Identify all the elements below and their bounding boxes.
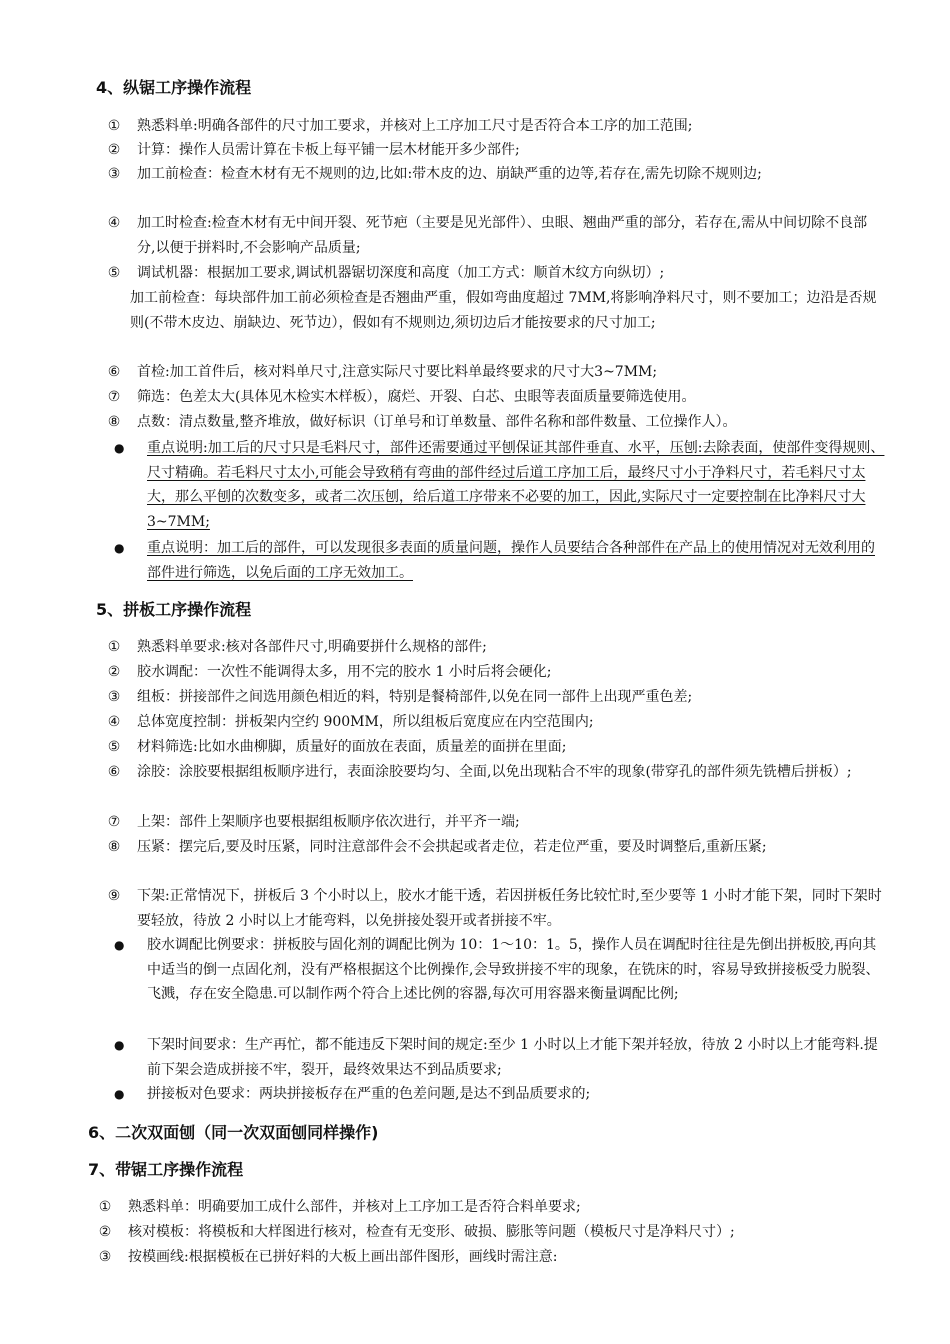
item-text: 按模画线:根据模板在已拼好料的大板上画出部件图形，画线时需注意:: [128, 1249, 558, 1265]
list-item: [104, 685, 884, 710]
section-7-title: 7、带锯工序操作流程: [88, 1160, 244, 1179]
bullet-text: 拼接板对色要求：两块拼接板存在严重的色差问题,是达不到品质要求的;: [147, 1086, 591, 1102]
item-text: 材料筛选:比如水曲柳脚，质量好的面放在表面，质量差的面拼在里面;: [137, 739, 567, 755]
bullet-item: [114, 1033, 886, 1082]
item-text: 调试机器：根据加工要求,调试机器锯切深度和高度（加工方式：顺首木纹方向纵切）;: [137, 265, 665, 281]
item-text: 加工时检查:检查木材有无中间开裂、死节疤（主要是见光部件）、虫眼、翘曲严重的部分，若存在,需从中间切除不良部分,以便于拼料时,不会影响产品质量;: [137, 215, 868, 256]
list-item: [104, 162, 884, 187]
item-number: ①: [107, 118, 121, 134]
list-item: [104, 635, 884, 660]
list-item: [104, 710, 884, 735]
item-text: 涂胶：涂胶要根据组板顺序进行，表面涂胶要均匀、全面,以免出现粘合不牢的现象(带穿孔的部件须先铣槽后拼板）;: [137, 764, 852, 780]
item-number: ③: [98, 1249, 112, 1265]
item-number: ①: [107, 639, 121, 655]
item-text: 点数：清点数量,整齐堆放，做好标识（订单号和订单数量、部件名称和部件数量、工位操作人）。: [137, 414, 737, 430]
list-item: [104, 810, 884, 835]
item-text: 总体宽度控制：拼板架内空约 900MM，所以组板后宽度应在内空范围内;: [137, 714, 594, 730]
item-number: ⑤: [107, 739, 121, 755]
list-item: [95, 1220, 885, 1245]
item-text: 熟悉料单：明确要加工成什么部件，并核对上工序加工是否符合料单要求;: [128, 1199, 581, 1215]
list-item: [104, 735, 884, 760]
item-text: 胶水调配：一次性不能调得太多，用不完的胶水 1 小时后将会硬化;: [137, 664, 552, 680]
item-text: 首检:加工首件后，核对料单尺寸,注意实际尺寸要比料单最终要求的尺寸大3~7MM;: [137, 364, 658, 380]
bullet-text: 下架时间要求：生产再忙，都不能违反下架时间的规定:至少 1 小时以上才能下架并轻放，待放 2 小时以上才能弯料.提前下架会造成拼接不牢，裂开，最终效果达不到品质要求;: [147, 1037, 878, 1078]
item-text: 压紧：摆完后,要及时压紧，同时注意部件会不会拱起或者走位，若走位严重，要及时调整后,重新压紧;: [137, 839, 767, 855]
list-item: [104, 211, 884, 260]
item-text: 熟悉料单:明确各部件的尺寸加工要求，并核对上工序加工尺寸是否符合本工序的加工范围;: [137, 118, 693, 134]
note-paragraph: 加工前检查：每块部件加工前必须检查是否翘曲严重，假如弯曲度超过 7MM,将影响净料尺寸，则不要加工；边沿是否规则(不带木皮边、崩缺边、死节边），假如有不规则边,须切边后才能按要求的尺寸加工;: [130, 290, 877, 331]
bullet-icon: ●: [114, 1087, 125, 1101]
item-number: ③: [107, 689, 121, 705]
list-item: [104, 114, 884, 139]
item-number: ②: [107, 664, 121, 680]
list-item: [95, 1245, 885, 1270]
item-text: 下架:正常情况下，拼板后 3 个小时以上，胶水才能干透，若因拼板任务比较忙时,至少要等 1 小时才能下架，同时下架时要轻放，待放 2 小时以上才能弯料，以免拼接处裂开或者拼接不牢。: [137, 888, 882, 929]
item-text: 加工前检查：检查木材有无不规则的边,比如:带木皮的边、崩缺严重的边等,若存在,需先切除不规则边;: [137, 166, 762, 182]
item-number: ④: [107, 215, 121, 231]
list-item: [104, 261, 884, 286]
item-number: ④: [107, 714, 121, 730]
section-4-title: 4、纵锯工序操作流程: [96, 78, 252, 97]
item-number: ⑥: [107, 764, 121, 780]
item-number: ⑧: [107, 414, 121, 430]
list-item: [104, 760, 884, 785]
item-text: 组板：拼接部件之间选用颜色相近的料，特别是餐椅部件,以免在同一部件上出现严重色差;: [137, 689, 693, 705]
item-number: ②: [107, 142, 121, 158]
list-item: [104, 660, 884, 685]
list-item: [104, 884, 884, 933]
list-item: [104, 138, 884, 163]
item-number: ⑤: [107, 265, 121, 281]
list-item: [104, 360, 884, 385]
item-text: 筛选：色差太大(具体见木检实木样板），腐烂、开裂、白芯、虫眼等表面质量要筛选使用。: [137, 389, 696, 405]
section-6-title: 6、二次双面刨（同一次双面刨同样操作): [88, 1123, 379, 1142]
bullet-icon: ●: [114, 938, 125, 952]
item-number: ①: [98, 1199, 112, 1215]
list-item: [95, 1195, 885, 1220]
bullet-item: [114, 536, 886, 585]
bullet-icon: ●: [114, 441, 125, 455]
bullet-text: 重点说明:加工后的尺寸只是毛料尺寸，部件还需要通过平刨保证其部件垂直、水平，压刨:去除表面，使部件变得规则、尺寸精确。若毛料尺寸太小,可能会导致稍有弯曲的部件经过后道工序加工后，最终尺寸小于净料尺寸，若毛料尺寸太大，那么平刨的次数变多，或者二次压刨，给后道工序带来不必要的加工，因此,实际尺寸一定要控制在比净料尺寸大 3~7MM;: [147, 440, 885, 530]
list-item: [104, 385, 884, 410]
item-number: ⑨: [107, 888, 121, 904]
item-text: 上架：部件上架顺序也要根据组板顺序依次进行，并平齐一端;: [137, 814, 520, 830]
bullet-text: 胶水调配比例要求：拼板胶与固化剂的调配比例为 10：1～10：1。5，操作人员在调配时往往是先倒出拼板胶,再向其中适当的倒一点固化剂，没有严格根据这个比例操作,会导致拼接不牢的现象，在铣床的时，容易导致拼接板受力脱裂、飞溅，存在安全隐患.可以制作两个符合上述比例的容器,每次可用容器来衡量调配比例;: [147, 937, 880, 1002]
list-item: [104, 410, 884, 435]
item-number: ⑧: [107, 839, 121, 855]
item-number: ⑦: [107, 814, 121, 830]
bullet-icon: ●: [114, 1038, 125, 1052]
section-5-title: 5、拼板工序操作流程: [96, 600, 252, 619]
item-number: ②: [98, 1224, 112, 1240]
list-item: [104, 835, 884, 860]
bullet-text: 重点说明：加工后的部件，可以发现很多表面的质量问题，操作人员要结合各种部件在产品上的使用情况对无效利用的部件进行筛选，以免后面的工序无效加工。: [147, 540, 875, 581]
bullet-item: [114, 436, 886, 534]
bullet-item: [114, 1082, 886, 1107]
item-text: 熟悉料单要求:核对各部件尺寸,明确要拼什么规格的部件;: [137, 639, 487, 655]
bullet-item: [114, 933, 886, 1007]
item-number: ⑥: [107, 364, 121, 380]
item-text: 核对模板：将模板和大样图进行核对，检查有无变形、破损、膨胀等问题（模板尺寸是净料尺寸）;: [128, 1224, 735, 1240]
item-number: ⑦: [107, 389, 121, 405]
bullet-icon: ●: [114, 541, 125, 555]
item-text: 计算：操作人员需计算在卡板上每平铺一层木材能开多少部件;: [137, 142, 520, 158]
item-number: ③: [107, 166, 121, 182]
